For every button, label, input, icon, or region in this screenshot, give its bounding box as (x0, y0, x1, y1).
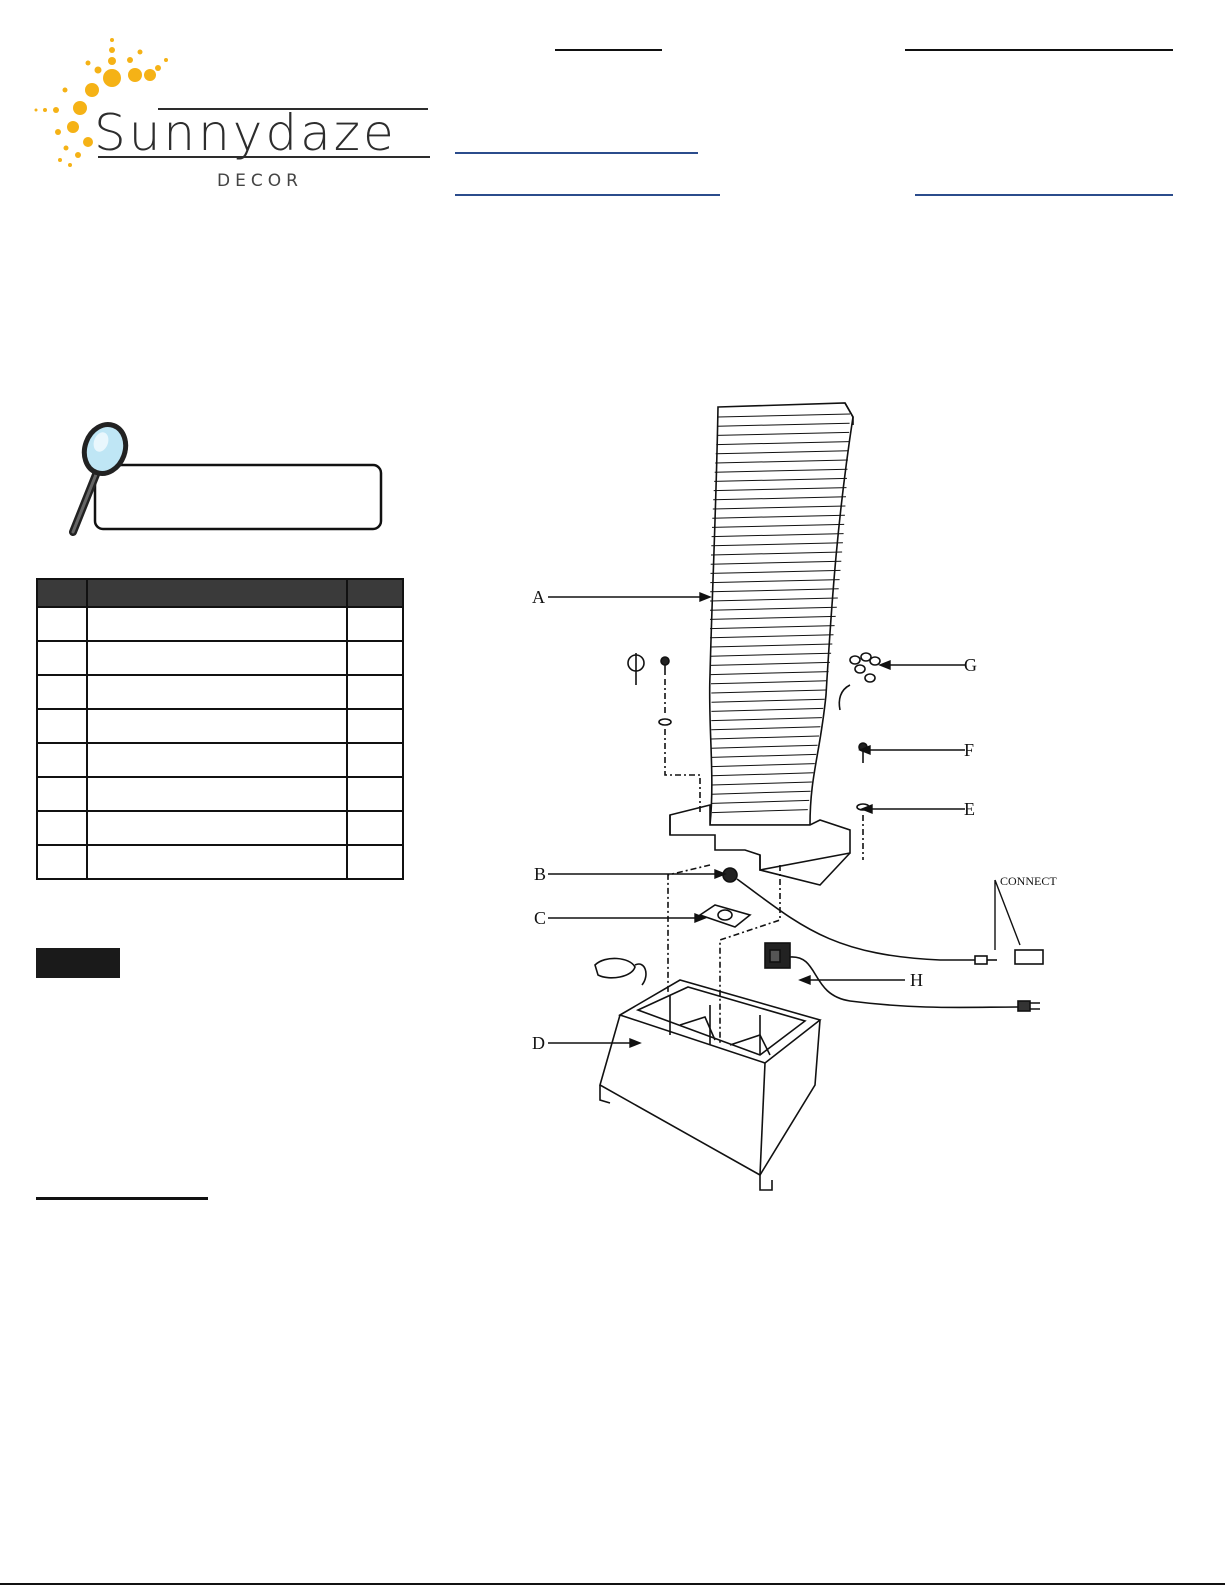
table-cell (347, 811, 403, 845)
section-heading-rule (36, 1197, 208, 1200)
table-row (37, 641, 403, 675)
table-cell (87, 845, 348, 879)
table-cell (87, 675, 348, 709)
label-connect: CONNECT (1000, 874, 1057, 888)
parts-table (36, 578, 404, 880)
label-h: H (910, 970, 923, 990)
table-cell (37, 709, 87, 743)
label-c: C (534, 908, 547, 928)
table-row (37, 777, 403, 811)
table-row (37, 709, 403, 743)
table-cell (37, 845, 87, 879)
table-cell (87, 641, 348, 675)
screw-left (659, 657, 700, 815)
table-cell (347, 641, 403, 675)
table-row (37, 811, 403, 845)
table-row (37, 845, 403, 879)
link-rule-3[interactable] (915, 194, 1173, 196)
table-header-cell (347, 579, 403, 607)
table-cell (87, 743, 348, 777)
sunnydaze-logo (30, 30, 440, 200)
note-badge (36, 948, 120, 978)
link-rule-1[interactable] (455, 152, 698, 154)
table-cell (87, 607, 348, 641)
table-cell (347, 607, 403, 641)
table-cell (347, 709, 403, 743)
table-cell (87, 777, 348, 811)
assembly-diagram (520, 395, 1080, 1215)
table-cell (37, 641, 87, 675)
table-cell (37, 777, 87, 811)
table-header-cell (87, 579, 348, 607)
label-b: B (534, 864, 547, 884)
table-cell (347, 777, 403, 811)
table-row (37, 607, 403, 641)
table-cell (347, 845, 403, 879)
label-e: E (964, 799, 975, 819)
header-rule-2 (905, 49, 1173, 51)
table-row (37, 743, 403, 777)
table-cell (37, 811, 87, 845)
screwdriver-icon (628, 653, 644, 685)
table-cell (87, 709, 348, 743)
label-f: F (964, 740, 975, 760)
table-cell (37, 675, 87, 709)
table-cell (37, 743, 87, 777)
header-rule-1 (555, 49, 662, 51)
fountain-panel (710, 403, 853, 825)
table-header-row (37, 579, 403, 607)
label-g: G (964, 655, 977, 675)
label-d: D (532, 1033, 545, 1053)
brand-name: Sunnydaze (94, 104, 397, 162)
light-bracket (700, 905, 750, 927)
stones-bag (595, 958, 635, 977)
parts-callout (55, 420, 385, 545)
table-row (37, 675, 403, 709)
brand-sub: DECOR (217, 171, 303, 191)
table-cell (37, 607, 87, 641)
table-header-cell (37, 579, 87, 607)
table-cell (347, 743, 403, 777)
table-cell (87, 811, 348, 845)
fountain-base-box (600, 980, 820, 1190)
table-cell (347, 675, 403, 709)
link-rule-2[interactable] (455, 194, 720, 196)
label-a: A (532, 587, 545, 607)
decorative-stones (839, 653, 880, 710)
screw-right (857, 743, 869, 860)
